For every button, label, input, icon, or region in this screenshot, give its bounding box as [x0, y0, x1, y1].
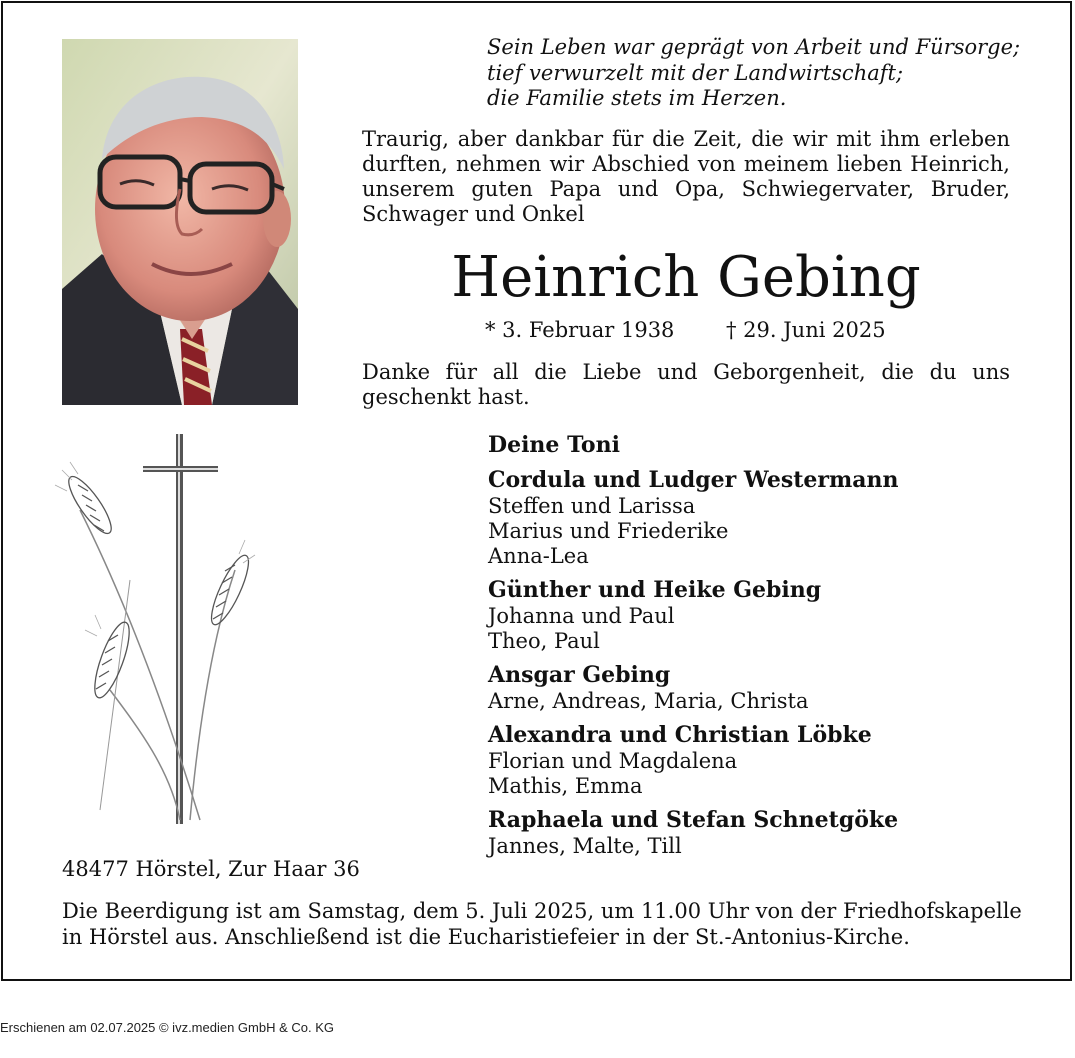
- family-list: [488, 431, 1048, 866]
- funeral-line: in Hörstel aus. Anschließend ist die Eucharistiefeier in der St.-Antonius-Kirche.: [62, 924, 910, 949]
- family-group: [488, 431, 1048, 459]
- family-group: [488, 806, 1048, 859]
- family-member: Theo, Paul: [488, 629, 600, 653]
- verse-line: Sein Leben war geprägt von Arbeit und Fürsorge;: [487, 35, 1021, 59]
- family-member: Steffen und Larissa: [488, 494, 696, 518]
- family-member: Marius und Friederike: [488, 519, 729, 543]
- family-group-name: Cordula und Ludger Westermann: [488, 467, 899, 493]
- verse-line: die Familie stets im Herzen.: [487, 86, 787, 110]
- family-group-name: Raphaela und Stefan Schnetgöke: [488, 807, 899, 833]
- family-member: Florian und Magdalena: [488, 749, 738, 773]
- family-member: Johanna und Paul: [488, 604, 675, 628]
- verse-line: tief verwurzelt mit der Landwirtschaft;: [487, 60, 904, 85]
- funeral-line: Die Beerdigung ist am Samstag, dem 5. Juli 2025, um 11.00 Uhr von der Friedhofskapelle: [62, 899, 1022, 923]
- address: 48477 Hörstel, Zur Haar 36: [62, 857, 360, 881]
- deceased-name: Heinrich Gebing: [451, 245, 921, 310]
- thanks-text: Danke für all die Liebe und Geborgenheit, die du uns geschenkt hast.: [362, 360, 1010, 409]
- family-group-name: Alexandra und Christian Löbke: [488, 722, 872, 748]
- family-member: Mathis, Emma: [488, 774, 643, 798]
- birth-date: * 3. Februar 1938: [485, 318, 675, 342]
- death-date: † 29. Juni 2025: [726, 318, 886, 342]
- funeral-info: [62, 899, 1022, 950]
- intro-text: Traurig, aber dankbar für die Zeit, die wir mit ihm erleben durften, nehmen wir Abschied von meinem lieben Heinrich, unserem guten Papa und Opa, Schwiegervater, Bruder, Schwager und Onkel: [362, 127, 1010, 226]
- publication-footer: Erschienen am 02.07.2025 © ivz.medien GmbH & Co. KG: [0, 1020, 335, 1035]
- family-group: [488, 466, 1048, 569]
- portrait-photo: [62, 39, 298, 405]
- family-group: [488, 721, 1048, 799]
- family-member: Anna-Lea: [488, 544, 589, 568]
- family-group-name: Ansgar Gebing: [488, 662, 671, 688]
- family-group: [488, 661, 1048, 714]
- family-member: Arne, Andreas, Maria, Christa: [488, 689, 809, 713]
- family-group-name: Günther und Heike Gebing: [488, 577, 822, 603]
- family-group-name: Deine Toni: [488, 432, 620, 458]
- cross-with-wheat-icon: [40, 430, 270, 830]
- family-group: [488, 576, 1048, 654]
- family-member: Jannes, Malte, Till: [488, 834, 682, 858]
- verse: [487, 35, 1021, 112]
